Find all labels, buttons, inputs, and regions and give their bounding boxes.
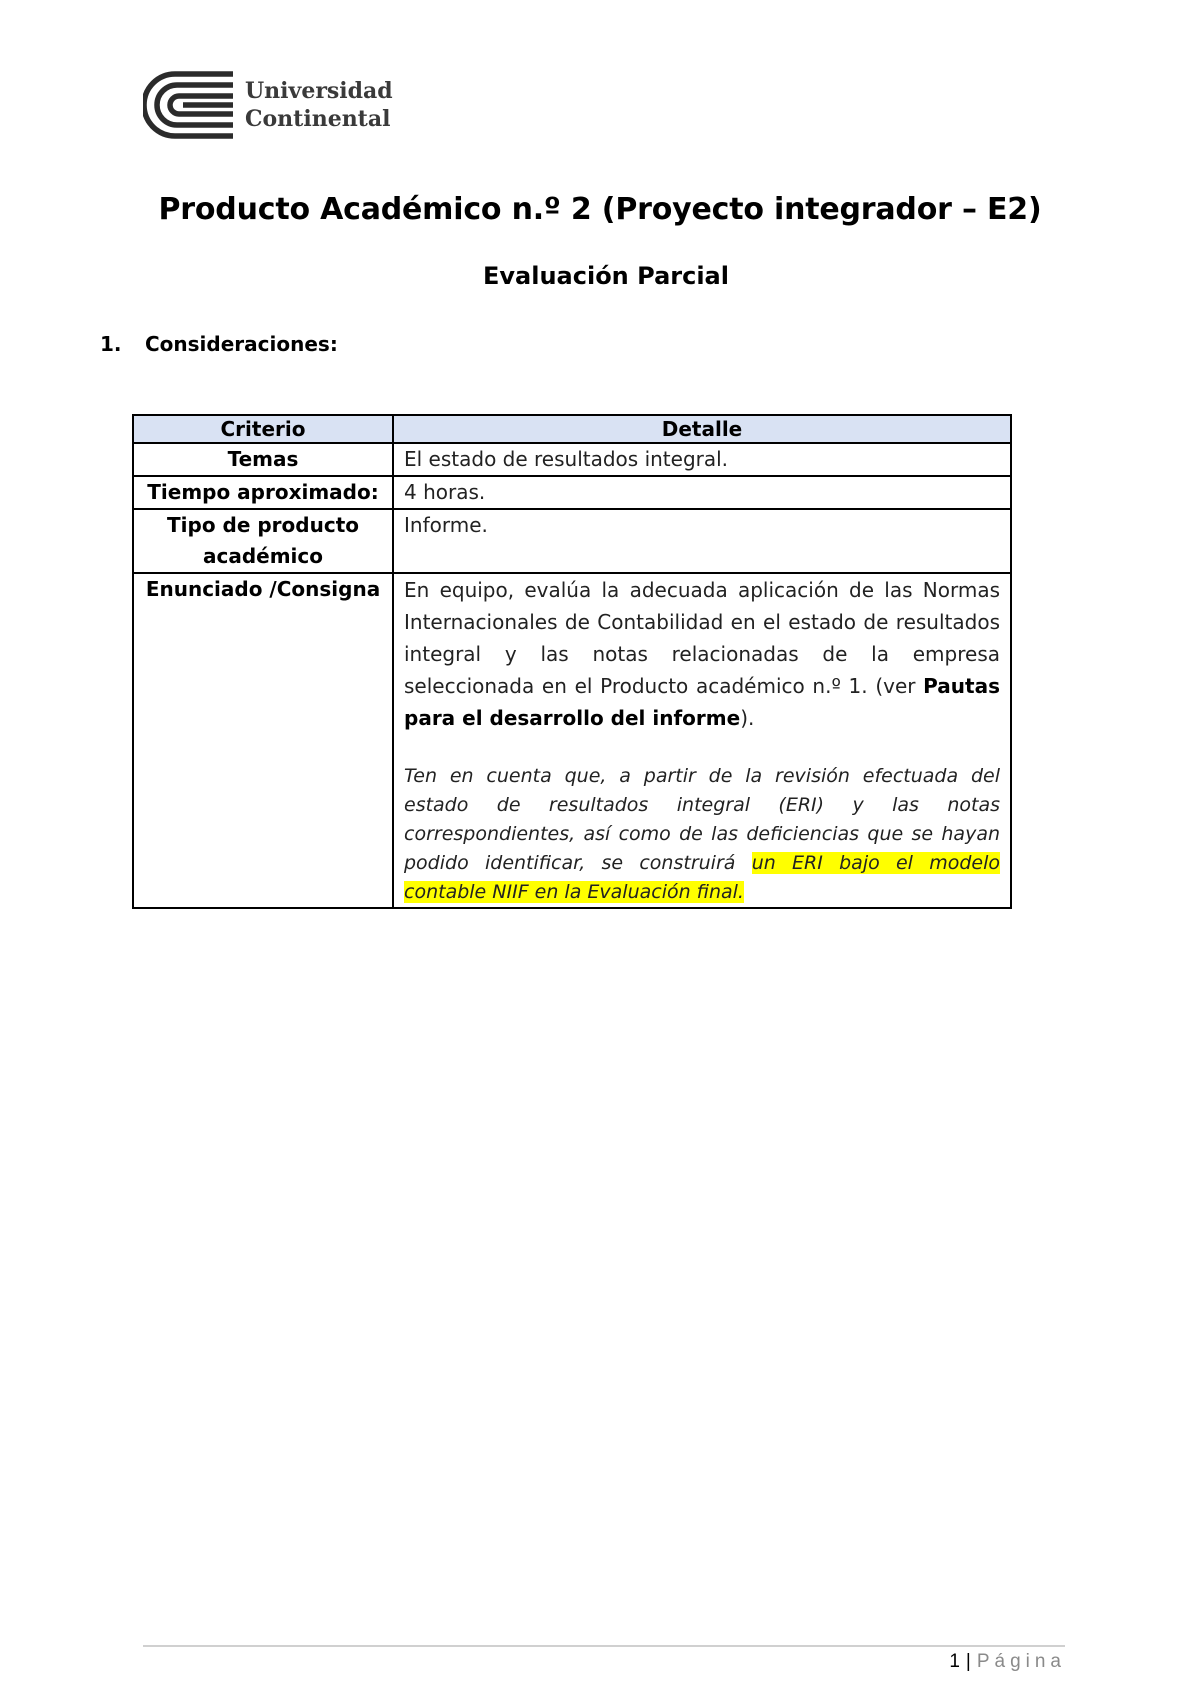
- criteria-table: [132, 414, 1012, 909]
- logo-line-universidad: Universidad: [245, 78, 393, 104]
- universidad-continental-logo-icon: [143, 70, 235, 140]
- enunciado-text: En equipo, evalúa la adecuada aplicación de las Normas Internacionales de Contabilidad en el estado de resultados integral y las notas relacionadas de la empresa seleccionada en el Producto académico n.º 1. (ver: [404, 578, 1000, 698]
- table-row: [133, 443, 1011, 476]
- page-footer: [949, 1651, 1066, 1673]
- section-number: 1.: [100, 332, 122, 356]
- note-text: Ten en cuenta que, a partir de la revisión efectuada del estado de resultados integral (ERI) y las notas correspondientes, así como de las deficiencias que se hayan podido identificar, se construirá: [404, 765, 1000, 874]
- enunciado-cell: [393, 573, 1011, 908]
- table-row: [133, 476, 1011, 509]
- enunciado-text-end: ).: [740, 706, 755, 730]
- criterio-cell: Temas: [133, 443, 393, 476]
- note-highlight: un ERI bajo el modelo contable NIIF en la Evaluación final.: [404, 852, 1000, 903]
- detalle-cell: El estado de resultados integral.: [393, 443, 1011, 476]
- header-detalle: Detalle: [393, 415, 1011, 443]
- document-subtitle: Evaluación Parcial: [483, 262, 729, 290]
- detalle-cell: 4 horas.: [393, 476, 1011, 509]
- table-row: [133, 509, 1011, 573]
- university-logo: [143, 70, 393, 140]
- document-title: Producto Académico n.º 2 (Proyecto integrador – E2): [158, 192, 1042, 227]
- footer-separator: |: [965, 1651, 971, 1672]
- criterio-cell: Tiempo aproximado:: [133, 476, 393, 509]
- section-title: Consideraciones:: [145, 332, 338, 356]
- criterio-cell: Tipo de producto académico: [133, 509, 393, 573]
- logo-line-continental: Continental: [245, 106, 391, 132]
- detalle-cell: Informe.: [393, 509, 1011, 573]
- enunciado-note: [404, 762, 1000, 907]
- logo-text: [245, 77, 393, 133]
- table-row: [133, 573, 1011, 908]
- footer-divider: [143, 1645, 1065, 1647]
- section-heading: [100, 332, 338, 356]
- page-label: Página: [976, 1651, 1066, 1672]
- header-criterio: Criterio: [133, 415, 393, 443]
- page-number: 1: [949, 1651, 960, 1672]
- table-header-row: [133, 415, 1011, 443]
- enunciado-paragraph: [404, 574, 1000, 734]
- enunciado-bold-reference: Pautas para el desarrollo del informe: [404, 674, 1000, 730]
- criterio-cell: Enunciado /Consigna: [133, 573, 393, 908]
